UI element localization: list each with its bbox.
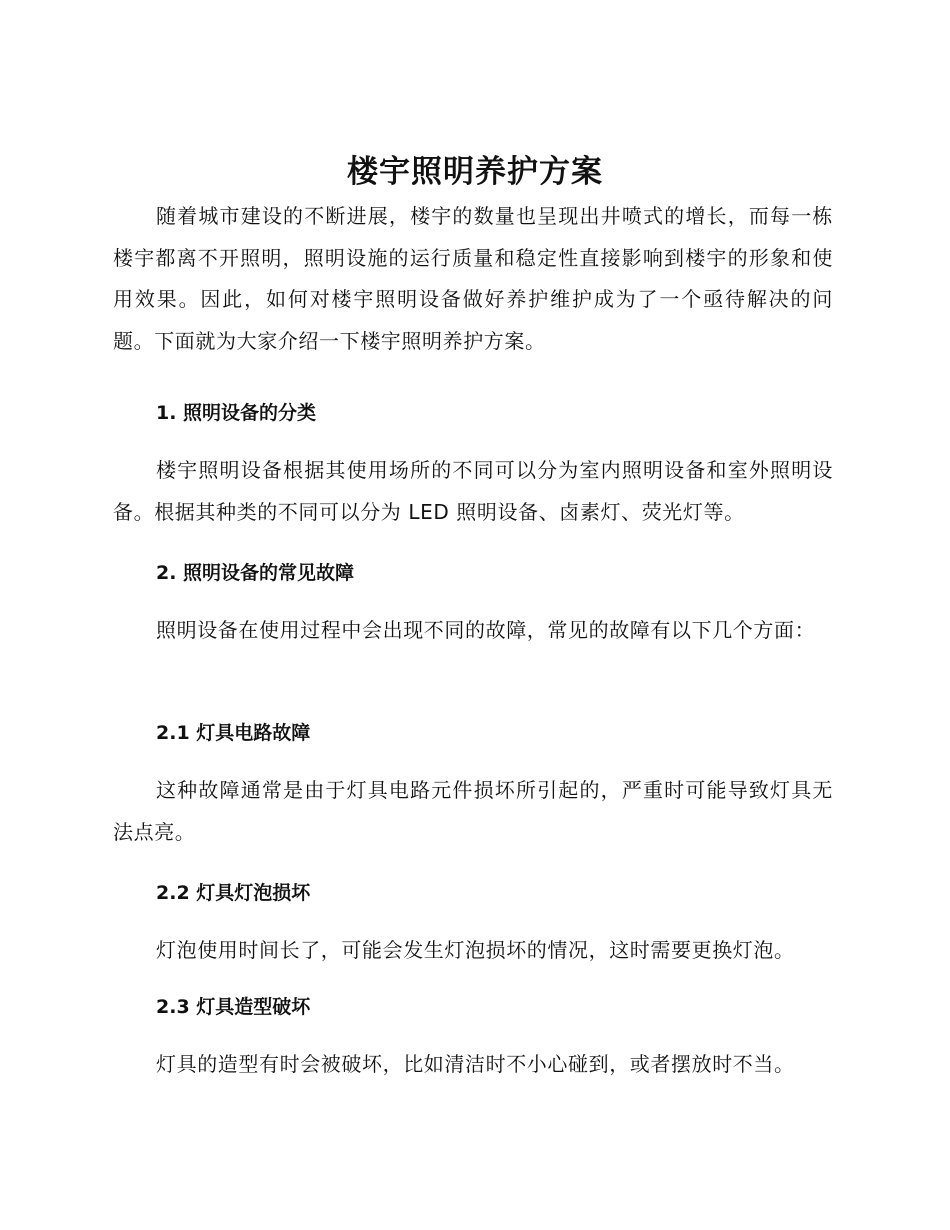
- section-heading-common-faults: 2. 照明设备的常见故障: [156, 562, 355, 584]
- section-body-circuit-fault: 这种故障通常是由于灯具电路元件损坏所引起的，严重时可能导致灯具无法点亮。: [113, 778, 833, 844]
- section-body-shape-damage: 灯具的造型有时会被破坏，比如清洁时不小心碰到，或者摆放时不当。: [156, 1052, 795, 1076]
- section-heading-bulb-damage: 2.2 灯具灯泡损坏: [156, 882, 311, 904]
- section-heading-circuit-fault: 2.1 灯具电路故障: [156, 722, 311, 744]
- section-body-classification: 楼宇照明设备根据其使用场所的不同可以分为室内照明设备和室外照明设备。根据其种类的不同可以分为 LED 照明设备、卤素灯、荧光灯等。: [113, 458, 833, 524]
- document-title: 楼宇照明养护方案: [347, 154, 603, 190]
- section-heading-shape-damage: 2.3 灯具造型破坏: [156, 996, 311, 1018]
- section-heading-classification: 1. 照明设备的分类: [156, 402, 317, 424]
- section-body-bulb-damage: 灯泡使用时间长了，可能会发生灯泡损坏的情况，这时需要更换灯泡。: [156, 938, 795, 962]
- intro-paragraph: 随着城市建设的不断进展，楼宇的数量也呈现出井喷式的增长，而每一栋楼宇都离不开照明，照明设施的运行质量和稳定性直接影响到楼宇的形象和使用效果。因此，如何对楼宇照明设备做好养护维护成为了一个亟待解决的问题。下面就为大家介绍一下楼宇照明养护方案。: [113, 204, 833, 353]
- section-body-common-faults: 照明设备在使用过程中会出现不同的故障，常见的故障有以下几个方面：: [156, 618, 816, 642]
